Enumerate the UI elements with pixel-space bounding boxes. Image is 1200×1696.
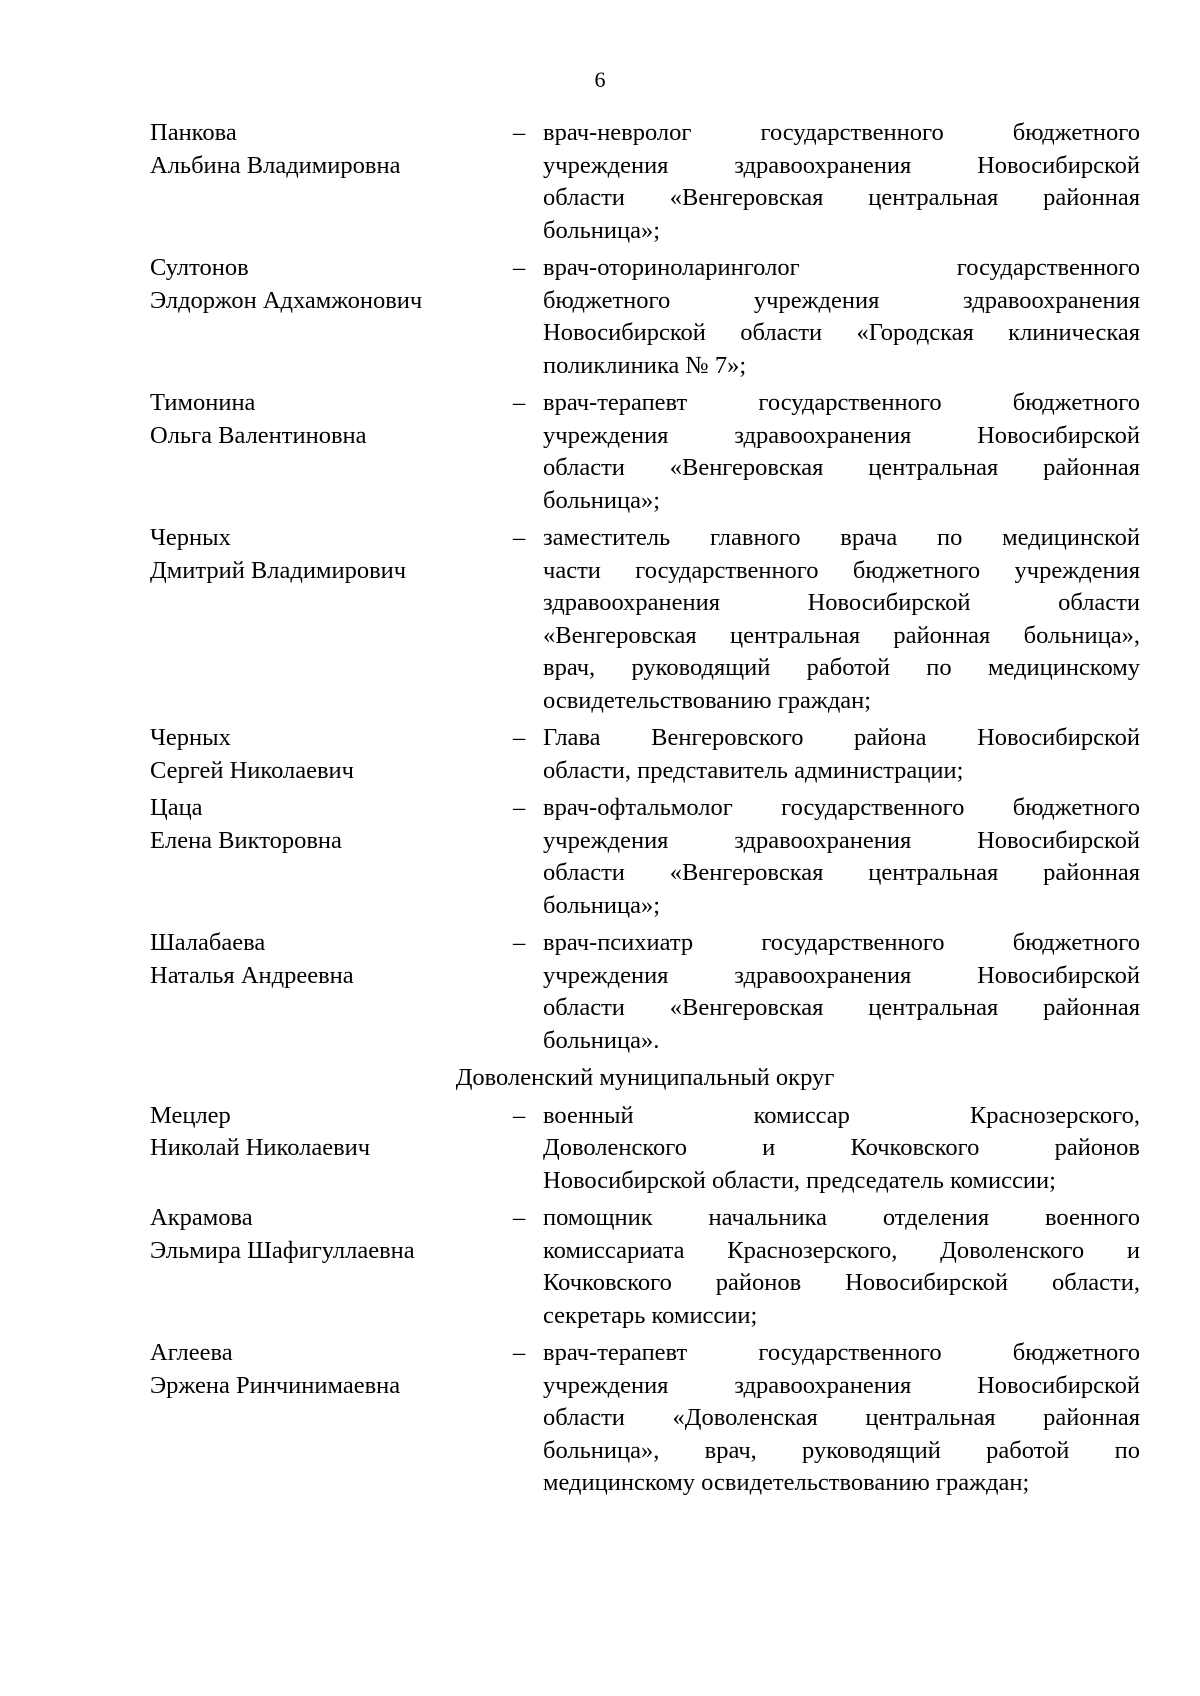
- entry-dash: –: [513, 389, 526, 416]
- member-surname: Черных: [150, 724, 231, 751]
- position-line: врач-офтальмолог государственного бюджетного: [543, 794, 1140, 821]
- member-entry: [150, 722, 1140, 787]
- position-line: больница»;: [543, 216, 661, 244]
- member-entry: [150, 1202, 1140, 1332]
- member-given-names: Елена Викторовна: [150, 826, 342, 854]
- member-position: [543, 117, 1140, 247]
- entry-dash: –: [513, 119, 526, 146]
- member-surname: Цаца: [150, 794, 203, 821]
- member-surname: Черных: [150, 524, 231, 551]
- member-position: [543, 792, 1140, 922]
- member-position: [543, 252, 1140, 382]
- member-surname: Шалабаева: [150, 929, 266, 956]
- position-line: области «Венгеровская центральная районная: [543, 454, 1140, 481]
- entry-dash: –: [513, 794, 526, 821]
- member-surname: Тимонина: [150, 389, 256, 416]
- member-position: [543, 1202, 1140, 1332]
- position-line: Новосибирской области, председатель комиссии;: [543, 1166, 1056, 1194]
- member-surname: Панкова: [150, 119, 237, 146]
- position-line: врач-терапевт государственного бюджетного: [543, 389, 1140, 416]
- position-line: учреждения здравоохранения Новосибирской: [543, 421, 1140, 449]
- member-name: [150, 387, 513, 517]
- position-line: «Венгеровская центральная районная больница»,: [543, 621, 1140, 649]
- position-line: области, представитель администрации;: [543, 756, 964, 784]
- member-given-names: Альбина Владимировна: [150, 151, 401, 179]
- member-name: [150, 927, 513, 1057]
- position-line: области «Венгеровская центральная районная: [543, 859, 1140, 886]
- position-line: врач-оториноларинголог государственного: [543, 254, 1140, 281]
- member-entry: [150, 927, 1140, 1057]
- member-position: [543, 522, 1140, 717]
- member-given-names: Николай Николаевич: [150, 1134, 371, 1161]
- page-number: 6: [594, 67, 606, 92]
- member-position: [543, 927, 1140, 1057]
- position-line: помощник начальника отделения военного: [543, 1204, 1140, 1231]
- position-line: области «Доволенская центральная районная: [543, 1404, 1140, 1431]
- member-position: [543, 722, 1140, 787]
- member-entry: [150, 1100, 1140, 1198]
- position-line: области «Венгеровская центральная районная: [543, 184, 1140, 211]
- entry-dash: –: [513, 929, 526, 956]
- position-line: Новосибирской области «Городская клиническая: [543, 319, 1140, 346]
- member-name: [150, 1202, 513, 1332]
- position-line: учреждения здравоохранения Новосибирской: [543, 1371, 1140, 1399]
- member-entry: [150, 387, 1140, 517]
- section-heading: Доволенский муниципальный округ: [455, 1064, 835, 1091]
- member-name: [150, 522, 513, 717]
- member-given-names: Элдоржон Адхамжонович: [150, 286, 423, 314]
- member-entry: [150, 792, 1140, 922]
- position-line: бюджетного учреждения здравоохранения: [543, 286, 1140, 314]
- document-body: [150, 117, 1140, 1505]
- position-line: Доволенского и Кочковского районов: [543, 1134, 1140, 1161]
- position-line: медицинскому освидетельствованию граждан;: [543, 1469, 1030, 1496]
- member-given-names: Наталья Андреевна: [150, 961, 354, 989]
- entry-dash: –: [513, 1101, 526, 1129]
- position-line: учреждения здравоохранения Новосибирской: [543, 151, 1140, 179]
- member-surname: Султонов: [150, 254, 249, 281]
- position-line: врач-невролог государственного бюджетного: [543, 119, 1140, 146]
- position-line: комиссариата Краснозерского, Доволенского и: [543, 1236, 1140, 1264]
- member-entry: [150, 522, 1140, 717]
- position-line: здравоохранения Новосибирской области: [543, 589, 1140, 616]
- member-position: [543, 1337, 1140, 1500]
- position-line: учреждения здравоохранения Новосибирской: [543, 826, 1140, 854]
- member-position: [543, 387, 1140, 517]
- entry-dash: –: [513, 724, 526, 751]
- member-name: [150, 722, 513, 787]
- position-line: учреждения здравоохранения Новосибирской: [543, 961, 1140, 989]
- position-line: Кочковского районов Новосибирской области,: [543, 1269, 1140, 1296]
- member-given-names: Сергей Николаевич: [150, 756, 354, 784]
- position-line: врач-психиатр государственного бюджетного: [543, 929, 1140, 956]
- member-list-dovolensk: [150, 1100, 1140, 1500]
- member-entry: [150, 252, 1140, 382]
- member-list-venger: [150, 117, 1140, 1057]
- member-given-names: Эльмира Шафигуллаевна: [150, 1236, 415, 1264]
- entry-dash: –: [513, 1204, 526, 1231]
- position-line: части государственного бюджетного учреждения: [543, 556, 1140, 584]
- member-given-names: Эржена Ринчинимаевна: [150, 1371, 401, 1399]
- position-line: больница»;: [543, 486, 661, 514]
- member-surname: Мецлер: [150, 1101, 231, 1129]
- member-given-names: Дмитрий Владимирович: [150, 556, 407, 584]
- entry-dash: –: [513, 524, 526, 551]
- position-line: поликлиника № 7»;: [543, 351, 747, 379]
- position-line: больница»;: [543, 891, 661, 919]
- member-entry: [150, 1337, 1140, 1500]
- position-line: больница».: [543, 1026, 660, 1054]
- position-line: освидетельствованию граждан;: [543, 686, 872, 714]
- position-line: больница», врач, руководящий работой по: [543, 1436, 1140, 1464]
- position-line: военный комиссар Краснозерского,: [543, 1101, 1140, 1129]
- position-line: Глава Венгеровского района Новосибирской: [543, 724, 1140, 751]
- member-surname: Аглеева: [150, 1339, 233, 1366]
- member-name: [150, 252, 513, 382]
- member-name: [150, 792, 513, 922]
- member-surname: Акрамова: [150, 1204, 253, 1231]
- entry-dash: –: [513, 1339, 526, 1366]
- member-name: [150, 1337, 513, 1500]
- member-position: [543, 1100, 1140, 1198]
- entry-dash: –: [513, 254, 526, 281]
- position-line: секретарь комиссии;: [543, 1301, 758, 1329]
- member-given-names: Ольга Валентиновна: [150, 421, 367, 449]
- member-name: [150, 117, 513, 247]
- position-line: заместитель главного врача по медицинской: [543, 524, 1140, 551]
- position-line: врач, руководящий работой по медицинскому: [543, 654, 1140, 681]
- member-entry: [150, 117, 1140, 247]
- member-name: [150, 1100, 513, 1198]
- position-line: области «Венгеровская центральная районная: [543, 994, 1140, 1021]
- position-line: врач-терапевт государственного бюджетного: [543, 1339, 1140, 1366]
